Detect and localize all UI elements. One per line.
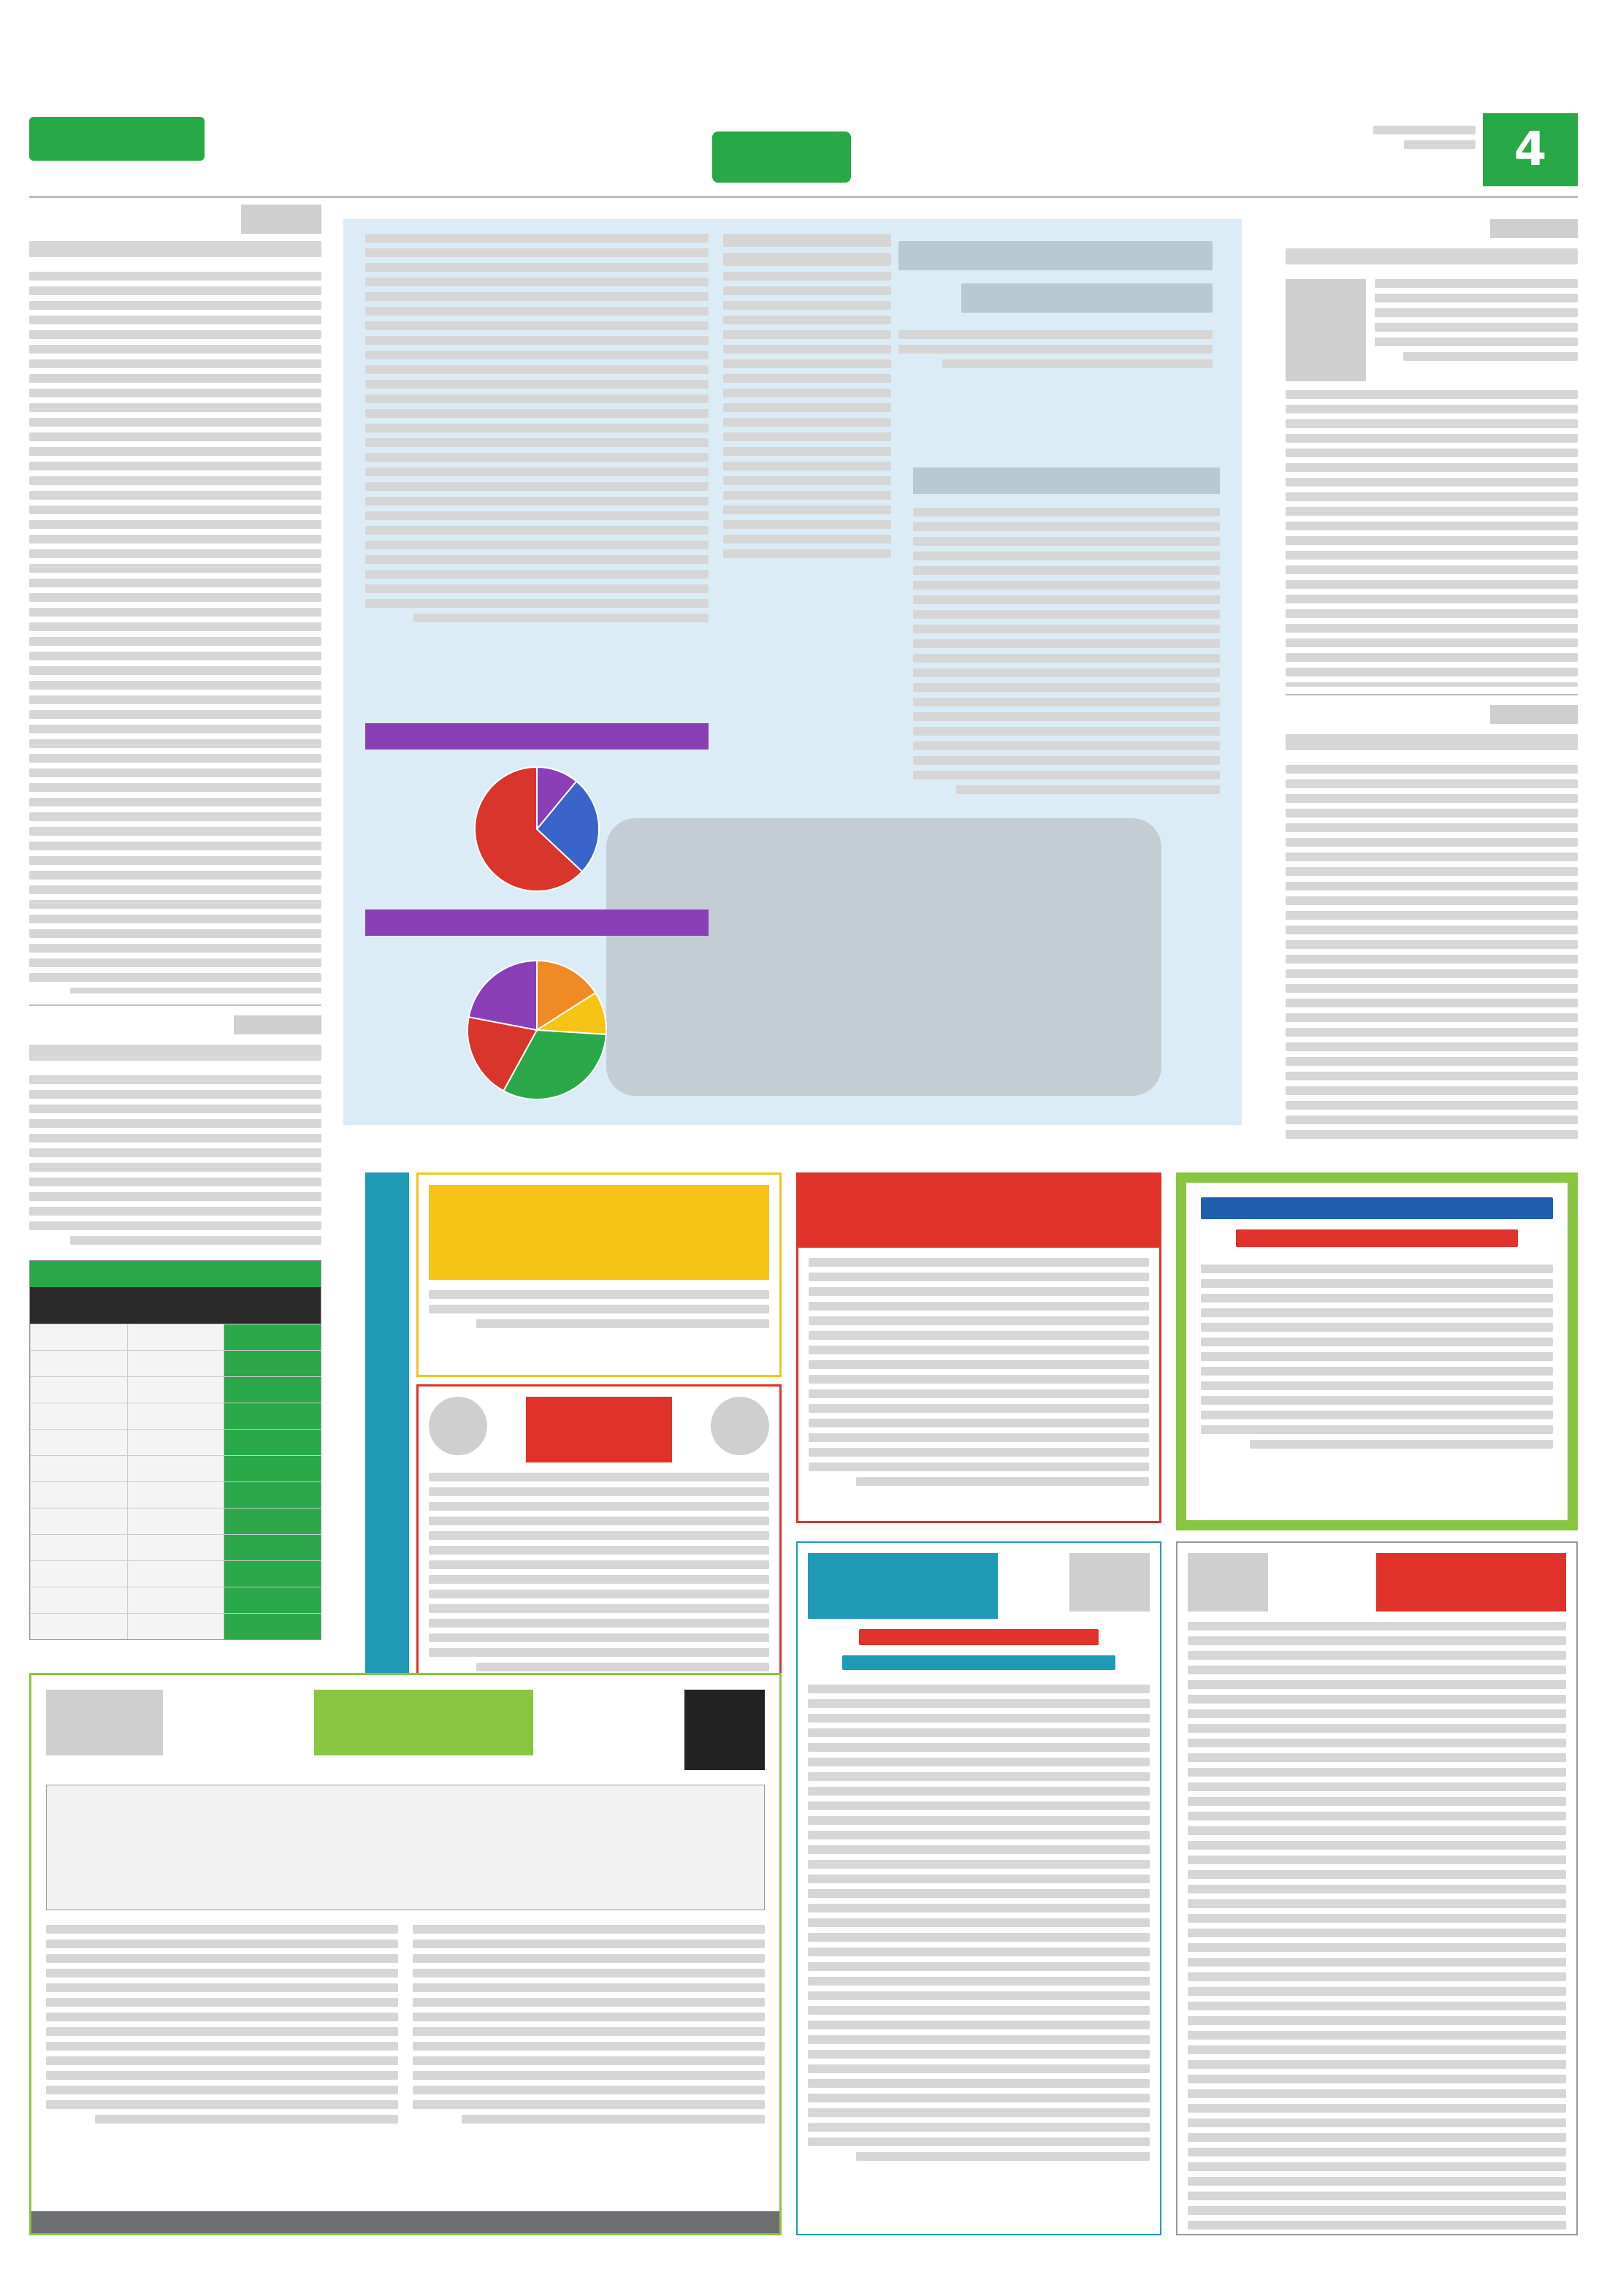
chart2-slices [467, 961, 606, 1099]
chart-assembly-share [365, 756, 709, 902]
table-row [30, 1455, 321, 1481]
section-logo [712, 131, 851, 183]
feature-panel [343, 219, 1242, 1125]
article-market [29, 1015, 321, 1264]
article-opinion [29, 205, 321, 993]
ad-vertical-strip [365, 1172, 409, 1750]
price-table [29, 1260, 321, 1640]
ad-metro-promo [416, 1172, 782, 1377]
table-row [30, 1560, 321, 1587]
ad-investor-call [796, 1541, 1161, 2235]
qr-code [684, 1690, 765, 1770]
ad-hospital-auction [1176, 1541, 1578, 2235]
table-row [30, 1508, 321, 1534]
table-row [30, 1403, 321, 1429]
opinion-badge [241, 205, 321, 234]
ad-billboard-auction [1176, 1172, 1578, 1530]
page-number-box [1483, 113, 1578, 186]
ad-public-auction [29, 1673, 782, 2235]
section-tab [1490, 705, 1578, 724]
table-row [30, 1324, 321, 1350]
table-row [30, 1481, 321, 1508]
ad-tender-mining [796, 1172, 1161, 1523]
chart1-slices [475, 767, 599, 891]
section-tab [234, 1015, 321, 1034]
masthead-logo [29, 117, 205, 161]
portrait-photo [1286, 279, 1366, 381]
chart-parts-share [365, 942, 709, 1118]
section-tab [1490, 219, 1578, 238]
table-row [30, 1376, 321, 1403]
page-number: 4 [1514, 123, 1547, 177]
table-row [30, 1350, 321, 1376]
article-profile [1286, 219, 1578, 687]
table-row [30, 1587, 321, 1613]
issue-info [1373, 126, 1476, 167]
article-news [1286, 705, 1578, 1143]
table-row [30, 1613, 321, 1639]
table-row [30, 1429, 321, 1455]
table-row [30, 1534, 321, 1560]
pie-slice [469, 961, 537, 1030]
